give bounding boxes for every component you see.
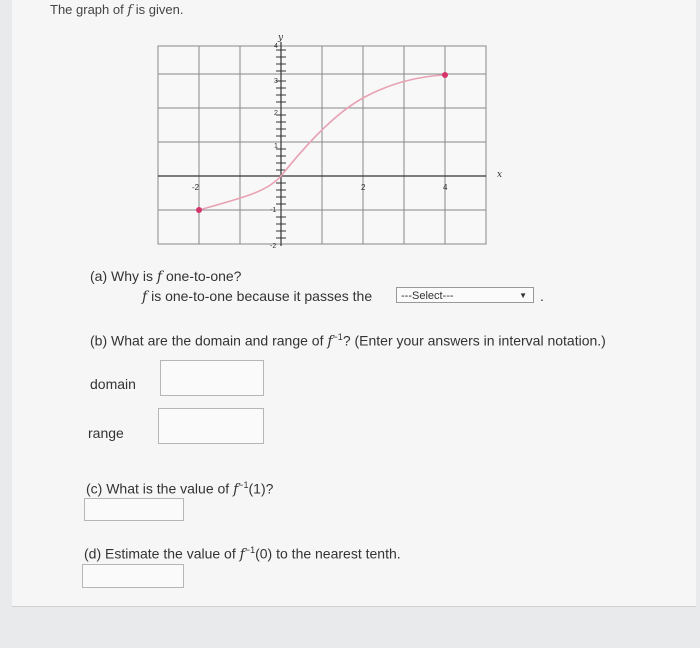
y-tick-4: 4 bbox=[274, 43, 278, 50]
part-b-prefix: (b) What are the domain and range of bbox=[90, 332, 328, 349]
part-c-prefix: (c) What is the value of bbox=[86, 480, 234, 497]
part-a-var: f bbox=[156, 269, 163, 285]
y-tick-neg2: -2 bbox=[270, 243, 277, 250]
dropdown-arrow-icon: ▼ bbox=[519, 291, 527, 300]
intro-text bbox=[50, 2, 183, 18]
part-c-answer-input[interactable] bbox=[84, 498, 184, 521]
question-page bbox=[12, 0, 696, 607]
part-a-period: . bbox=[540, 288, 544, 304]
part-c-arg: (1) bbox=[248, 480, 266, 497]
part-d-answer-input[interactable] bbox=[82, 564, 184, 588]
x-tick-neg2: -2 bbox=[192, 183, 200, 192]
intro-prefix: The graph of bbox=[50, 2, 128, 17]
part-a-prefix: (a) Why is bbox=[90, 268, 157, 284]
part-a-statement-text: is one-to-one because it passes the bbox=[147, 288, 373, 304]
part-d-fn: f bbox=[239, 546, 245, 563]
part-a-question bbox=[90, 268, 241, 285]
part-b-question bbox=[90, 332, 606, 350]
end-point bbox=[442, 72, 448, 78]
range-label: range bbox=[88, 425, 124, 441]
start-point bbox=[196, 207, 202, 213]
y-tick-3: 3 bbox=[274, 78, 278, 85]
part-b-fn: f bbox=[327, 333, 333, 350]
part-b-suffix: ? (Enter your answers in interval notation.) bbox=[342, 332, 606, 349]
part-d-exp: −1 bbox=[244, 545, 256, 555]
function-graph bbox=[142, 30, 502, 250]
part-c-exp: −1 bbox=[238, 480, 249, 490]
y-tick-1: 1 bbox=[274, 143, 278, 150]
y-tick-neg1: -1 bbox=[270, 207, 277, 214]
select-value: ---Select--- bbox=[401, 290, 454, 302]
part-d-prefix: (d) Estimate the value of bbox=[84, 545, 240, 562]
domain-label: domain bbox=[90, 376, 136, 392]
part-d-suffix: to the nearest tenth. bbox=[272, 545, 401, 562]
x-tick-4: 4 bbox=[443, 183, 448, 192]
y-tick-2: 2 bbox=[274, 110, 278, 117]
part-a-statement bbox=[142, 288, 372, 305]
part-c-fn: f bbox=[233, 481, 239, 498]
part-b-exp: −1 bbox=[332, 332, 343, 342]
part-a-statement-var: f bbox=[142, 289, 148, 305]
range-input[interactable] bbox=[158, 408, 264, 444]
test-select-dropdown[interactable] bbox=[396, 287, 534, 303]
x-tick-2: 2 bbox=[361, 183, 366, 192]
part-a-suffix: one-to-one? bbox=[162, 268, 242, 284]
part-d-question bbox=[84, 545, 401, 563]
part-c-question bbox=[86, 480, 273, 498]
intro-var: f bbox=[127, 3, 133, 18]
part-c-suffix: ? bbox=[265, 480, 274, 497]
domain-input[interactable] bbox=[160, 360, 264, 396]
part-d-arg: (0) bbox=[255, 545, 273, 562]
x-axis-label: x bbox=[497, 170, 502, 180]
intro-suffix: is given. bbox=[132, 2, 184, 17]
y-axis-label: y bbox=[278, 33, 284, 43]
